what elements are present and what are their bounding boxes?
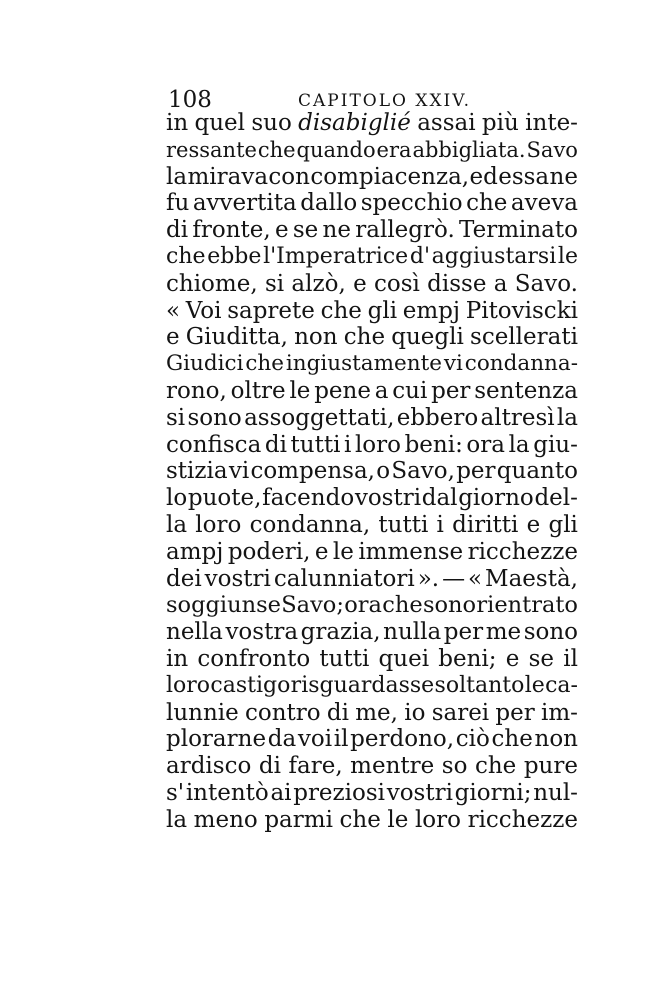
word: non bbox=[294, 324, 338, 351]
word: o bbox=[376, 458, 391, 485]
text-line bbox=[166, 324, 578, 351]
word: era bbox=[376, 137, 412, 162]
word: empj bbox=[402, 297, 461, 324]
text-line bbox=[166, 539, 578, 566]
word: la bbox=[166, 511, 188, 538]
word: lunnie bbox=[166, 699, 239, 726]
word: la bbox=[508, 431, 530, 458]
word: poderi, bbox=[227, 538, 311, 565]
word: l'Imperatrice bbox=[263, 243, 409, 269]
word: di bbox=[264, 431, 287, 458]
word: condanna- bbox=[464, 351, 578, 377]
word: ne bbox=[549, 163, 578, 190]
word: calunniatori bbox=[273, 565, 415, 592]
word: assai bbox=[417, 110, 476, 136]
word: contro bbox=[245, 699, 321, 726]
text-line bbox=[166, 566, 578, 593]
text-line bbox=[166, 137, 578, 164]
word: io bbox=[404, 699, 426, 726]
word: le bbox=[524, 672, 545, 698]
word: so bbox=[441, 753, 468, 780]
text-line bbox=[166, 110, 578, 137]
word: le bbox=[557, 243, 578, 269]
text-line bbox=[166, 780, 578, 807]
word: nul- bbox=[533, 779, 578, 806]
word: e bbox=[314, 538, 329, 565]
word: se bbox=[292, 217, 319, 244]
text-line bbox=[166, 753, 578, 780]
word: ressante bbox=[166, 137, 257, 162]
word: scellerati bbox=[470, 324, 578, 351]
word: intentò bbox=[185, 779, 269, 806]
word: ricchezze bbox=[467, 806, 578, 833]
word: « bbox=[166, 297, 181, 324]
word: gli bbox=[548, 511, 578, 538]
word: vostri bbox=[386, 779, 453, 806]
word: di bbox=[166, 217, 189, 244]
word: avvertita bbox=[192, 190, 297, 217]
word: pene bbox=[314, 377, 371, 404]
word: me, bbox=[355, 699, 398, 726]
word: ed bbox=[469, 163, 498, 190]
word: la bbox=[166, 163, 188, 190]
word: sono bbox=[422, 592, 477, 619]
word: parmi bbox=[264, 806, 333, 833]
word: suo bbox=[251, 110, 292, 136]
word: alzò, bbox=[291, 270, 346, 297]
word: ardisco bbox=[166, 753, 252, 780]
word: beni; bbox=[438, 645, 497, 672]
word: sentenza bbox=[474, 377, 578, 404]
word: gli bbox=[367, 297, 398, 324]
word: il bbox=[333, 726, 349, 753]
word: ricchezze bbox=[467, 538, 578, 565]
word: rono, bbox=[166, 377, 227, 404]
word: fronte, bbox=[192, 217, 271, 244]
word: grazia, bbox=[300, 619, 381, 646]
word: per bbox=[431, 377, 471, 404]
word: rientrato bbox=[476, 592, 578, 619]
word: aveva bbox=[510, 190, 578, 217]
word: per bbox=[443, 619, 484, 646]
text-line bbox=[166, 726, 578, 753]
word: ebbero bbox=[396, 404, 479, 431]
word: compensa, bbox=[250, 458, 375, 485]
word: condanna, bbox=[249, 511, 371, 538]
word: ». bbox=[417, 565, 440, 592]
word: puote, bbox=[187, 485, 262, 512]
word: quanto bbox=[496, 458, 578, 485]
word: Giuditta, bbox=[185, 324, 288, 351]
word: i bbox=[436, 511, 444, 538]
word: confisca bbox=[166, 431, 262, 458]
text-line bbox=[166, 190, 578, 217]
word: quando bbox=[296, 137, 376, 162]
word: tutti bbox=[378, 511, 429, 538]
word: in bbox=[166, 645, 189, 672]
word: oltre bbox=[230, 377, 286, 404]
word: di bbox=[258, 753, 281, 780]
word: che bbox=[257, 137, 296, 162]
word: Maestà, bbox=[485, 565, 578, 592]
word: e bbox=[526, 511, 541, 538]
word: non bbox=[534, 726, 578, 753]
word: « bbox=[468, 565, 483, 592]
word: soltanto bbox=[434, 672, 525, 698]
word: del- bbox=[534, 485, 578, 512]
text-line bbox=[166, 512, 578, 539]
word: disse bbox=[427, 270, 487, 297]
word: ciò bbox=[455, 726, 490, 753]
text-line bbox=[166, 673, 578, 700]
word: che bbox=[166, 243, 206, 269]
word: aggiustarsi bbox=[431, 243, 557, 269]
word: le bbox=[332, 538, 354, 565]
word: nulla bbox=[383, 619, 442, 646]
word: beni: bbox=[404, 431, 463, 458]
word: assoggettati, bbox=[244, 404, 395, 431]
word: e bbox=[353, 270, 367, 297]
word: fu bbox=[166, 190, 190, 217]
word: il bbox=[563, 645, 578, 672]
word: confronto bbox=[197, 645, 311, 672]
word: che bbox=[382, 592, 423, 619]
word: che bbox=[474, 753, 517, 780]
word: a bbox=[493, 270, 508, 297]
word: inte- bbox=[525, 110, 578, 136]
word: ebbe bbox=[207, 243, 262, 269]
word: e bbox=[166, 324, 180, 351]
page-number: 108 bbox=[168, 87, 212, 113]
word: chiome, bbox=[166, 270, 258, 297]
word: tutti bbox=[290, 431, 341, 458]
word: perdono, bbox=[350, 726, 455, 753]
word: voi bbox=[297, 726, 333, 753]
word: ai bbox=[270, 779, 292, 806]
word: altresì bbox=[480, 404, 555, 431]
word: giorno bbox=[458, 485, 534, 512]
word: la bbox=[166, 806, 188, 833]
word: giorni; bbox=[454, 779, 532, 806]
running-head: CAPITOLO XXIV. bbox=[298, 91, 471, 111]
word: Pitoviscki bbox=[465, 297, 578, 324]
word: risguardasse bbox=[290, 672, 435, 698]
text-line bbox=[166, 378, 578, 405]
word: si bbox=[166, 404, 186, 431]
word: ca- bbox=[545, 672, 578, 698]
word: le bbox=[289, 377, 311, 404]
word: vostri bbox=[204, 565, 271, 592]
word: di bbox=[326, 699, 349, 726]
word: ne bbox=[322, 217, 351, 244]
word: con bbox=[268, 163, 310, 190]
body-text bbox=[166, 110, 578, 834]
word: per bbox=[495, 699, 535, 726]
word: nella bbox=[166, 619, 223, 646]
word: ora bbox=[466, 431, 505, 458]
word: mirava bbox=[187, 163, 269, 190]
text-line bbox=[166, 405, 578, 432]
text-line bbox=[166, 485, 578, 512]
word: sono bbox=[187, 404, 242, 431]
word: Terminato bbox=[459, 217, 578, 244]
word: meno bbox=[193, 806, 258, 833]
text-line bbox=[166, 432, 578, 459]
word: pure bbox=[523, 753, 578, 780]
text-line bbox=[166, 807, 578, 834]
word: la bbox=[556, 404, 578, 431]
word: che bbox=[320, 297, 362, 324]
word: dei bbox=[166, 565, 202, 592]
text-line bbox=[166, 271, 578, 298]
word: Savo. bbox=[514, 270, 578, 297]
word: dal bbox=[421, 485, 458, 512]
word: me bbox=[485, 619, 522, 646]
word: rallegrò. bbox=[355, 217, 455, 244]
word: vostri bbox=[354, 485, 422, 512]
word: loro bbox=[414, 806, 461, 833]
word: Savo; bbox=[281, 592, 344, 619]
text-line bbox=[166, 298, 578, 325]
word: le bbox=[387, 806, 409, 833]
word: tutti bbox=[319, 645, 370, 672]
word: s' bbox=[166, 779, 185, 806]
word: che bbox=[491, 726, 533, 753]
word: sono bbox=[523, 619, 578, 646]
word: sarei bbox=[431, 699, 490, 726]
word: che bbox=[466, 190, 508, 217]
word: i bbox=[344, 431, 352, 458]
word: dallo bbox=[300, 190, 358, 217]
word: disabiglié bbox=[298, 110, 411, 136]
word: così bbox=[373, 270, 420, 297]
word: ingiustamente bbox=[285, 351, 442, 377]
word: per bbox=[456, 458, 496, 485]
text-line bbox=[166, 164, 578, 191]
word: loro bbox=[166, 672, 211, 698]
word: im- bbox=[541, 699, 578, 726]
word: saprete bbox=[227, 297, 315, 324]
word: che bbox=[245, 351, 284, 377]
word: vi bbox=[443, 351, 463, 377]
text-line bbox=[166, 351, 578, 378]
word: vostra bbox=[225, 619, 299, 646]
word: Voi bbox=[185, 297, 222, 324]
word: castigo bbox=[210, 672, 291, 698]
word: ampj bbox=[166, 538, 224, 565]
word: a bbox=[374, 377, 389, 404]
word: diritti bbox=[452, 511, 519, 538]
word: facendo bbox=[262, 485, 355, 512]
text-line bbox=[166, 592, 578, 619]
word: — bbox=[442, 565, 466, 592]
word: quegli bbox=[391, 324, 464, 351]
word: che bbox=[339, 806, 381, 833]
word: in bbox=[166, 110, 189, 136]
word: loro bbox=[354, 431, 401, 458]
word: abbigliata. bbox=[412, 137, 526, 162]
text-line bbox=[166, 217, 578, 244]
text-line bbox=[166, 700, 578, 727]
text-line bbox=[166, 619, 578, 646]
word: ora bbox=[344, 592, 382, 619]
word: e bbox=[505, 645, 520, 672]
word: plorarne bbox=[166, 726, 267, 753]
word: cui bbox=[392, 377, 428, 404]
word: Savo bbox=[526, 137, 578, 162]
word: quei bbox=[378, 645, 430, 672]
word: giu- bbox=[533, 431, 578, 458]
word: da bbox=[267, 726, 297, 753]
word: se bbox=[528, 645, 555, 672]
word: vi bbox=[228, 458, 250, 485]
word: loro bbox=[195, 511, 242, 538]
word: d' bbox=[409, 243, 430, 269]
word: quel bbox=[194, 110, 246, 136]
word: Giudici bbox=[166, 351, 244, 377]
word: che bbox=[343, 324, 386, 351]
text-line bbox=[166, 646, 578, 673]
word: specchio bbox=[360, 190, 463, 217]
word: lo bbox=[166, 485, 188, 512]
word: soggiunse bbox=[166, 592, 281, 619]
word: stizia bbox=[166, 458, 228, 485]
word: Savo, bbox=[391, 458, 455, 485]
text-line bbox=[166, 458, 578, 485]
word: essa bbox=[498, 163, 550, 190]
word: compiacenza, bbox=[310, 163, 470, 190]
word: mentre bbox=[350, 753, 435, 780]
word: si bbox=[264, 270, 285, 297]
text-line bbox=[166, 244, 578, 271]
word: e bbox=[274, 217, 289, 244]
word: fare, bbox=[288, 753, 343, 780]
word: più bbox=[481, 110, 519, 136]
word: preziosi bbox=[293, 779, 386, 806]
word: immense bbox=[358, 538, 464, 565]
